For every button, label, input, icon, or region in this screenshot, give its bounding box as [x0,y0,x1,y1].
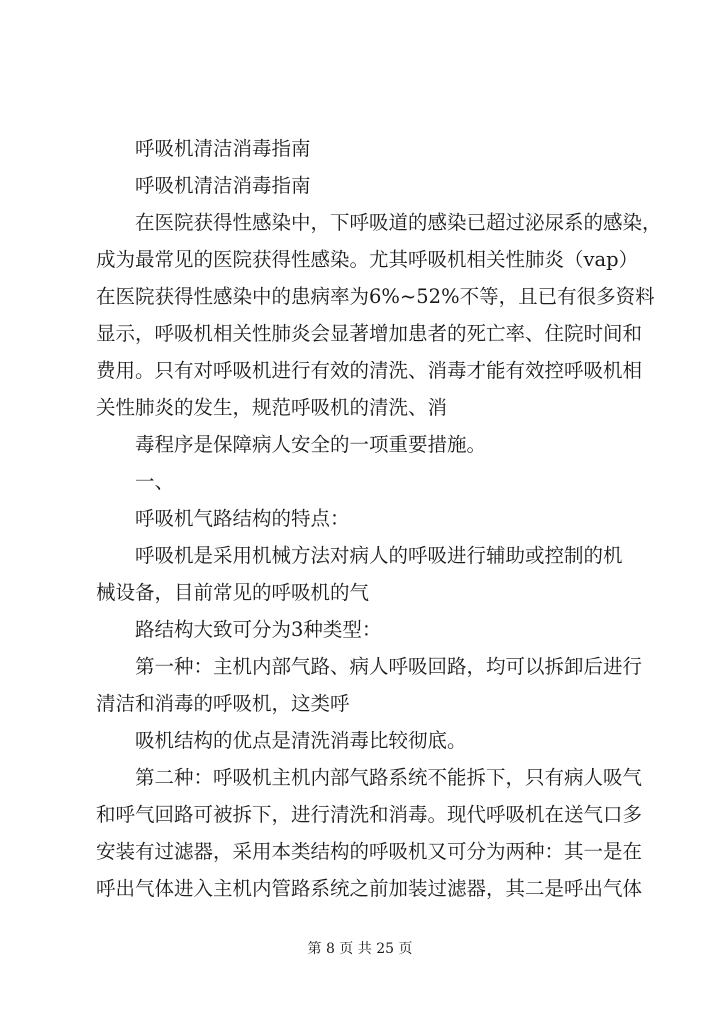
body-line: 安装有过滤器，采用本类结构的呼吸机又可分为两种：其一是在 [96,840,643,863]
body-line: 毒程序是保障病人安全的一项重要措施。 [135,433,487,456]
body-line: 和呼气回路可被拆下，进行清洗和消毒。现代呼吸机在送气口多 [96,803,643,826]
body-line: 在医院获得性感染中，下呼吸道的感染已超过泌尿系的感染， [135,211,662,234]
document-subtitle: 呼吸机清洁消毒指南 [135,174,311,197]
body-line: 械设备，目前常见的呼吸机的气 [96,581,370,604]
section-number: 一、 [135,470,175,493]
body-line: 清洁和消毒的呼吸机，这类呼 [96,692,350,715]
body-line: 费用。只有对呼吸机进行有效的清洗、消毒才能有效控呼吸机相 [96,359,643,382]
document-title: 呼吸机清洁消毒指南 [135,137,311,160]
section-heading: 呼吸机气路结构的特点： [135,507,350,530]
body-line: 关性肺炎的发生，规范呼吸机的清洗、消 [96,396,448,419]
body-line: 第一种：主机内部气路、病人呼吸回路，均可以拆卸后进行 [135,655,643,678]
body-line: 呼出气体进入主机内管路系统之前加装过滤器，其二是呼出气体 [96,877,643,900]
body-line: 在医院获得性感染中的患病率为6%~52%不等，且已有很多资料 [96,285,655,308]
body-line: 吸机结构的优点是清洗消毒比较彻底。 [135,729,467,752]
body-line: 成为最常见的医院获得性感染。尤其呼吸机相关性肺炎（vap） [96,248,639,271]
body-line: 呼吸机是采用机械方法对病人的呼吸进行辅助或控制的机 [135,544,623,567]
body-line: 路结构大致可分为3种类型： [135,618,382,641]
body-line: 第二种：呼吸机主机内部气路系统不能拆下，只有病人吸气 [135,766,643,789]
body-line: 显示，呼吸机相关性肺炎会显著增加患者的死亡率、住院时间和 [96,322,643,345]
page-footer: 第 8 页 共 25 页 [307,941,413,957]
